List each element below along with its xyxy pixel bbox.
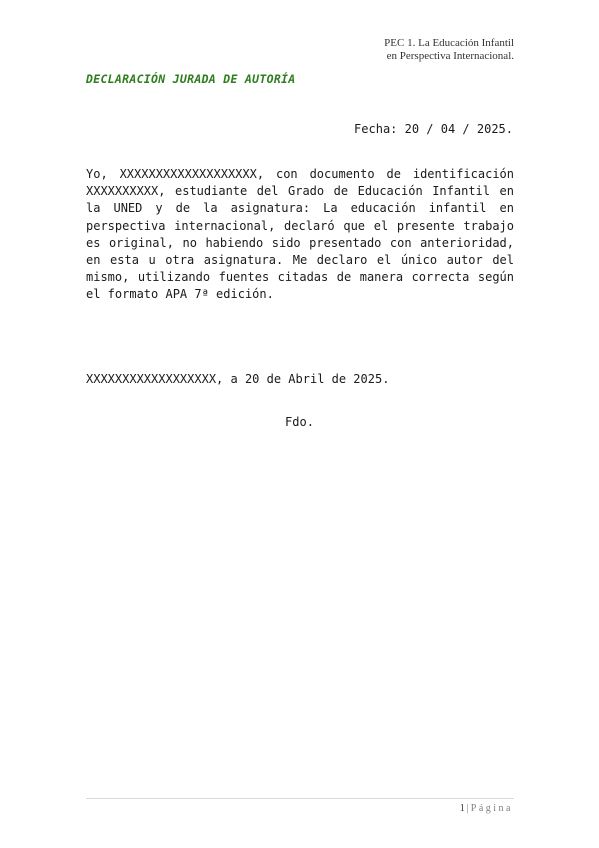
header-line-1: PEC 1. La Educación Infantil [384,37,514,49]
running-header [384,37,514,63]
signature-label: Fdo. [285,415,314,429]
header-line-2: en Perspectiva Internacional. [386,50,514,62]
footer-divider [86,798,514,799]
page-footer [460,803,513,814]
declaration-paragraph: Yo, XXXXXXXXXXXXXXXXXXX, con documento de identificación XXXXXXXXXX, estudiante del Grado de Educación Infantil en la UNED y de la asignatura: La educación infantil en perspectiva internacional, declaró que el presente trabajo es original, no habiendo sido presentado con anterioridad, en esta u otra asignatura. Me declaro el único autor del mismo, utilizando fuentes citadas de manera correcta según el formato APA 7ª edición. [86,167,514,302]
document-title: DECLARACIÓN JURADA DE AUTORÍA [86,72,296,86]
date-line: Fecha: 20 / 04 / 2025. [354,122,513,136]
place-and-date: XXXXXXXXXXXXXXXXXX, a 20 de Abril de 2025. [86,372,390,386]
page-word: Página [470,803,513,814]
footer-separator: | [466,803,469,814]
page-number: 1 [459,803,465,814]
